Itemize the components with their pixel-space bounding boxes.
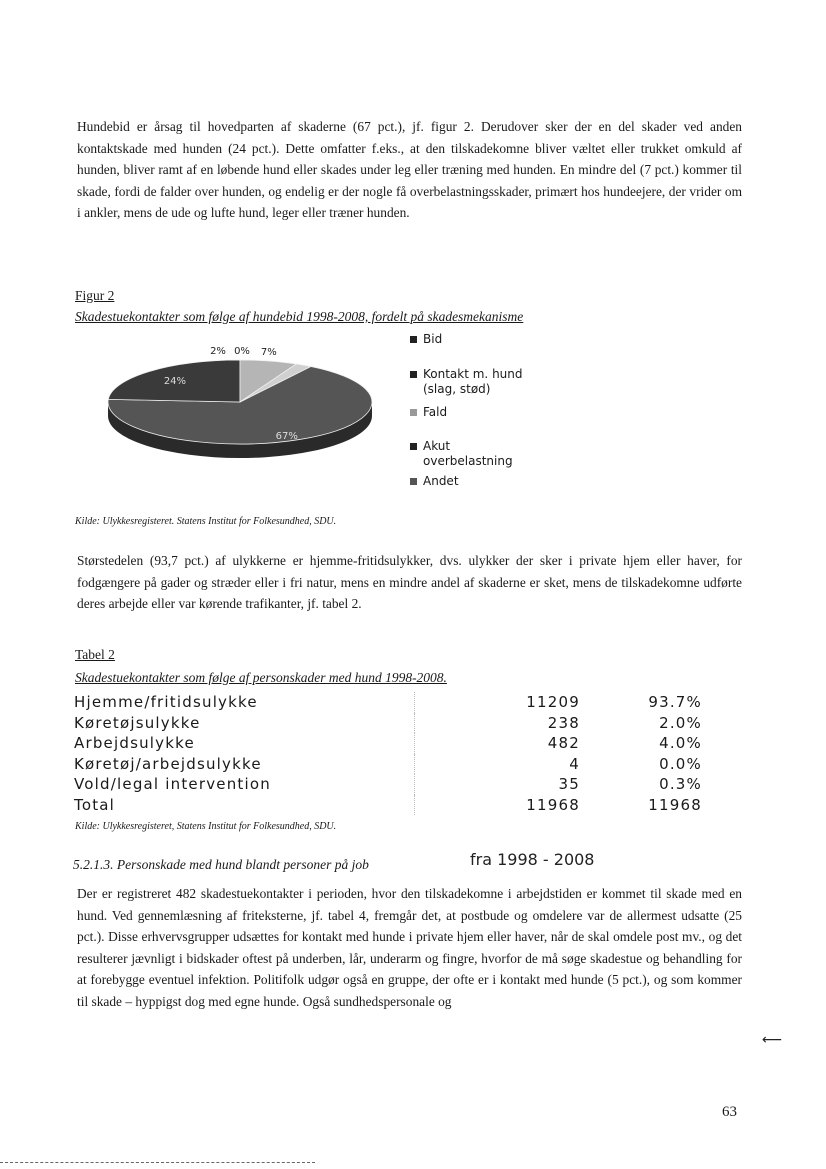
table-row bbox=[74, 713, 702, 734]
legend-item-akut: Akut overbelastning bbox=[410, 439, 590, 474]
row-count: 11968 bbox=[526, 795, 580, 814]
legend-item-fald: Fald bbox=[410, 405, 590, 429]
row-share: 4.0% bbox=[659, 734, 702, 753]
row-label: Køretøj/arbejdsulykke bbox=[74, 754, 415, 775]
row-label: Hjemme/fritidsulykke bbox=[74, 692, 415, 713]
figure-source: Kilde: Ulykkesregisteret. Statens Institut for Folkesundhed, SDU. bbox=[75, 516, 337, 527]
row-label: Vold/legal intervention bbox=[74, 774, 415, 795]
section-paragraph: Der er registreret 482 skadestuekontakter i perioden, hvor den tilskadekomne i arbejdstiden er kommet til skade med en hund. Ved gennemlæsning af friteksterne, jf. tabel 4, fremgår det, at postbude og omdelere var de allermest udsatte (25 pct.). Disse erhvervsgrupper udsættes for kontakt med hunde i private hjem eller haver, når de skal omdele post mv., og det resulterer jævnligt i bidskader oftest på underben, lår, underarm og fingre, hvorfor de må søge skadestue og behandling for at forebygge eventuel infektion. Politifolk udgør også en gruppe, der ofte er i kontakt med hunde (5 pct.), og som kommer til skade – hyppigst dog med egne hunde. Også sundhedspersonale og bbox=[77, 886, 742, 1009]
table-row-total bbox=[74, 795, 702, 816]
pie-label-fald: 7% bbox=[260, 347, 277, 359]
row-share: 11968 bbox=[648, 795, 702, 814]
row-count: 482 bbox=[547, 734, 580, 753]
legend-item-kontakt: Kontakt m. hund (slag, stød) bbox=[410, 367, 590, 405]
row-share: 0.3% bbox=[659, 775, 702, 794]
figure-label: Figur 2 bbox=[75, 288, 115, 303]
row-count: 238 bbox=[547, 713, 580, 732]
table-caption: Skadestuekontakter som følge af personskader med hund 1998-2008. bbox=[75, 670, 447, 685]
section-heading: 5.2.1.3. Personskade med hund blandt personer på job bbox=[73, 857, 369, 872]
page-number: 63 bbox=[722, 1104, 737, 1120]
legend-swatch bbox=[410, 371, 417, 378]
margin-arrow-icon: ⟵ bbox=[762, 1032, 783, 1048]
legend-swatch bbox=[410, 478, 417, 485]
pie-chart bbox=[100, 340, 400, 480]
pie-label-andet: 0% bbox=[234, 346, 250, 357]
footer-rule bbox=[0, 1162, 315, 1163]
table-source: Kilde: Ulykkesregisteret, Statens Institut for Folkesundhed, SDU. bbox=[75, 821, 337, 832]
legend-swatch bbox=[410, 409, 417, 416]
table-label: Tabel 2 bbox=[75, 647, 115, 662]
row-count: 11209 bbox=[526, 693, 580, 712]
table-row bbox=[74, 692, 702, 713]
row-label: Køretøjsulykke bbox=[74, 713, 415, 734]
row-count: 4 bbox=[569, 754, 580, 773]
pie-chart-svg bbox=[100, 340, 400, 480]
legend-swatch bbox=[410, 443, 417, 450]
pie-label-akut: 2% bbox=[210, 346, 226, 357]
handwritten-note: fra 1998 - 2008 bbox=[470, 850, 595, 869]
row-label: Arbejdsulykke bbox=[74, 733, 415, 754]
row-share: 2.0% bbox=[659, 713, 702, 732]
row-label: Total bbox=[74, 795, 415, 816]
legend-item-bid: Bid bbox=[410, 332, 590, 355]
pie-label-kontakt: 24% bbox=[163, 375, 187, 387]
chart-legend bbox=[410, 332, 590, 489]
legend-swatch bbox=[410, 336, 417, 343]
table-row bbox=[74, 754, 702, 775]
figure-caption: Skadestuekontakter som følge af hundebid 1998-2008, fordelt på skadesmekanisme bbox=[75, 309, 524, 324]
table-row bbox=[74, 733, 702, 754]
second-paragraph: Størstedelen (93,7 pct.) af ulykkerne er hjemme-fritidsulykker, dvs. ulykker der sker i private hjem eller haver, for fodgængere på gader og stræder eller i fri natur, mens en mindre andel af skaderne er sket, mens de tilskadekomne udførte deres arbejde eller var kørende trafikanter, jf. tabel 2. bbox=[77, 553, 742, 611]
intro-paragraph: Hundebid er årsag til hovedparten af skaderne (67 pct.), jf. figur 2. Derudover sker der en del skader ved anden kontaktskade med hunden (24 pct.). Dette omfatter f.eks., at den tilskadekomne bliver væltet eller trukket omkuld af hunden, bliver ramt af en løbende hund eller skades under leg eller træning med hunden. En mindre del (7 pct.) kommer til skade, fordi de falder over hunden, og endelig er der nogle få overbelastningsskader, primært hos hundeejere, der vrider om i ankler, mens de ude og lufte hund, leger eller træner hunden. bbox=[77, 119, 742, 220]
legend-item-andet: Andet bbox=[410, 474, 590, 489]
row-count: 35 bbox=[558, 775, 580, 794]
row-share: 0.0% bbox=[659, 754, 702, 773]
pie-label-bid: 67% bbox=[275, 431, 298, 443]
row-share: 93.7% bbox=[648, 693, 702, 712]
table-row bbox=[74, 774, 702, 795]
injury-table bbox=[74, 692, 703, 815]
